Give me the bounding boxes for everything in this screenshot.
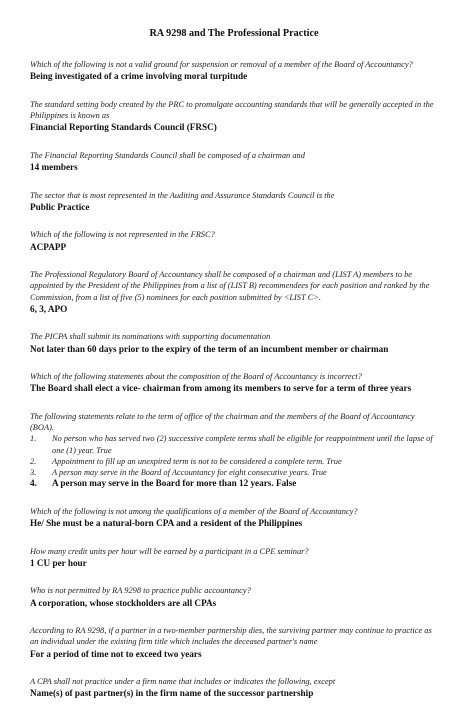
list-number: 2. (30, 456, 37, 466)
question-text: The PICPA shall submit its nominations with supporting documentation (30, 332, 271, 342)
list-text: No person who has served two (2) successive complete terms shall be eligible for reappointment until the lapse of one (1) year. True (52, 434, 433, 455)
list-number: 4. (30, 478, 37, 489)
question-text: How many credit units per hour will be earned by a participant in a CPE seminar? (30, 546, 309, 556)
answer-text: 6, 3, APO (30, 303, 68, 314)
answer-text: Financial Reporting Standards Council (FRSC) (30, 122, 217, 133)
question-text: Which of the following is not a valid ground for suspension or removal of a member of the Board of Accountancy? (30, 60, 413, 69)
answer-text: He/ She must be a natural-born CPA and a resident of the Philippines (30, 518, 303, 528)
question-text: Who is not permitted by RA 9298 to practice public accountancy? (30, 586, 251, 596)
list-number: 3. (30, 468, 37, 477)
answer-text: Name(s) of past partner(s) in the firm name of the successor partnership (30, 688, 314, 699)
answer-text: 14 members (30, 162, 78, 172)
question-text: Which of the following is not among the qualifications of a member of the Board of Accountancy? (30, 506, 358, 516)
qa-item (30, 676, 438, 700)
question-text: The standard setting body created by the PRC to promulgate accounting standards that will be generally accepted in the Philippines is known as (30, 99, 434, 120)
question-text: According to RA 9298, if a partner in a two-member partnership dies, the surviving partner may continue to practice as an individual under the existing firm title which includes the deceased partner's name (30, 626, 432, 647)
qa-item (30, 331, 438, 355)
answer-text: The Board shall elect a vice- chairman from among its members to serve for a term of three years (30, 383, 412, 394)
answer-text: For a period of time not to exceed two years (30, 648, 202, 659)
list-item (30, 433, 438, 455)
list-text: A person may serve in the Board for more than 12 years. False (52, 478, 297, 489)
answer-text: A corporation, whose stockholders are all CPAs (30, 597, 217, 608)
list-text: A person may serve in the Board of Accountancy for eight consecutive years. True (52, 468, 327, 477)
question-text: Which of the following is not represented in the FRSC? (30, 230, 215, 240)
answer-text: Not later than 60 days prior to the expiry of the term of an incumbent member or chairman (30, 343, 389, 354)
qa-item (30, 59, 438, 83)
question-text: The sector that is most represented in the Auditing and Assurance Standards Council is the (30, 190, 335, 200)
answer-text: Being investigated of a crime involving moral turpitude (30, 71, 248, 82)
list-item-answer (30, 478, 438, 490)
question-text: The Professional Regulatory Board of Accountancy shall be composed of a chairman and (LIST A) members to be appointed by the President of the Philippines from a list of (LIST B) recommendees for each position and ranked by the Commission, from a list of five (5) nominees for each position submitted by <LIST C>. (30, 270, 430, 302)
qa-item (30, 371, 438, 395)
question-text: The Financial Reporting Standards Council shall be composed of a chairman and (30, 150, 305, 160)
list-text: Appointment to fill up an unexpired term is not to be considered a complete term. True (52, 456, 342, 466)
statement-list (30, 433, 438, 489)
qa-item (30, 190, 438, 214)
answer-text: 1 CU per hour (30, 557, 87, 568)
page-title: RA 9298 and The Professional Practice (149, 28, 319, 39)
qa-item (30, 150, 438, 174)
list-item (30, 467, 438, 478)
answer-text: ACPAPP (30, 241, 67, 252)
question-text: The following statements relate to the term of office of the chairman and the members of the Board of Accountancy (BOA). (30, 411, 415, 433)
qa-item (30, 506, 438, 530)
qa-item (30, 625, 438, 660)
question-text: Which of the following statements about the composition of the Board of Accountancy is incorrect? (30, 372, 362, 382)
qa-item (30, 585, 438, 609)
qa-item (30, 546, 438, 570)
qa-item (30, 411, 438, 490)
qa-item (30, 99, 438, 134)
list-item (30, 456, 438, 467)
question-text: A CPA shall not practice under a firm name that includes or indicates the following, except (30, 677, 336, 687)
qa-item (30, 269, 438, 315)
answer-text: Public Practice (30, 201, 90, 212)
qa-item (30, 229, 438, 253)
list-number: 1. (30, 434, 37, 444)
